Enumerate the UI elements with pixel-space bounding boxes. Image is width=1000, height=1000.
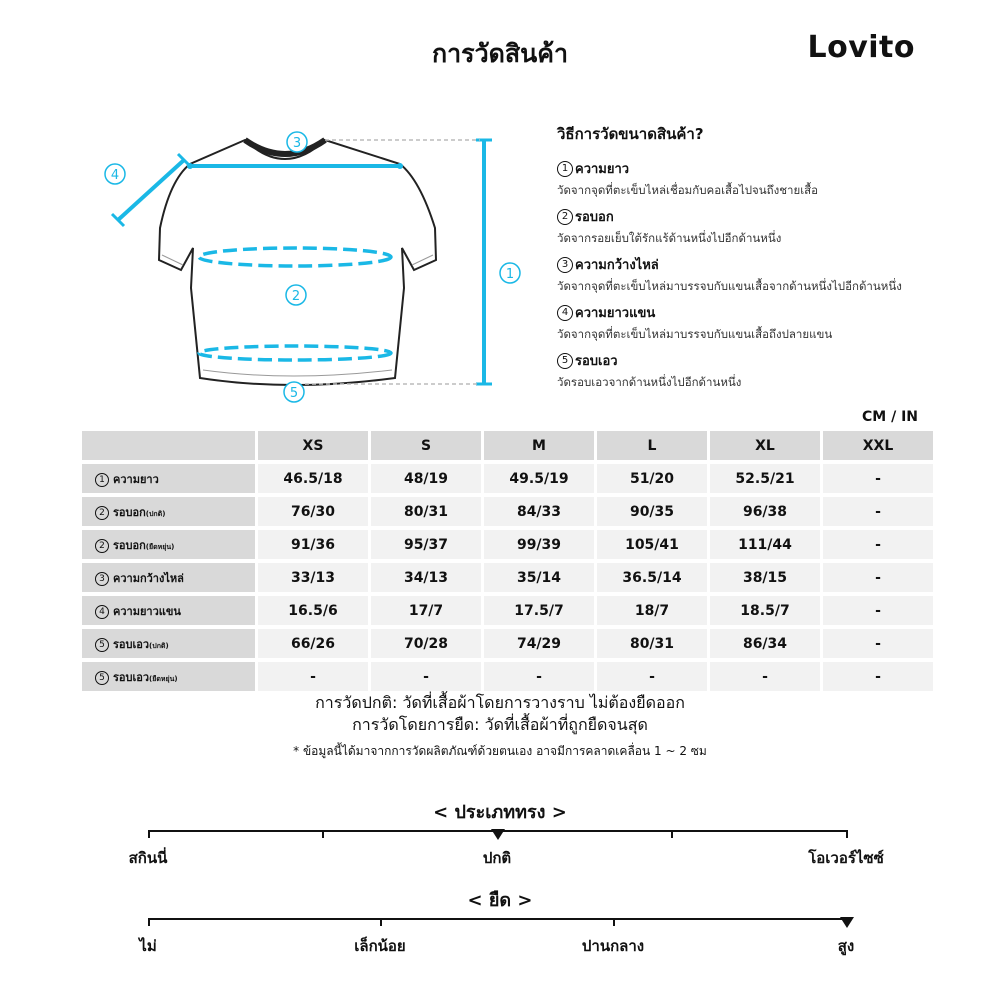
svg-text:4: 4 <box>110 168 120 183</box>
brand-logo: Lovito <box>807 30 915 65</box>
step-number: 3 <box>557 257 573 273</box>
step-title: ความยาว <box>575 162 630 177</box>
table-header-row <box>82 431 933 460</box>
step-description: วัดจากรอยเย็บใต้รักแร้ด้านหนึ่งไปอีกด้านหนึ่ง <box>557 231 782 245</box>
row-label: ความกว้างไหล่ <box>113 571 184 585</box>
table-cell: 70/28 <box>371 629 481 658</box>
marker-1 <box>500 263 520 283</box>
stretch-scale-title: < ยืด > <box>467 890 533 911</box>
row-sublabel: (ยืดหยุ่น) <box>149 674 178 683</box>
row-number: 5 <box>95 671 109 685</box>
svg-text:5: 5 <box>289 386 299 401</box>
table-row <box>82 563 933 592</box>
how-to-title: วิธีการวัดขนาดสินค้า? <box>557 125 704 143</box>
table-cell: 74/29 <box>484 629 594 658</box>
marker-3 <box>287 132 307 152</box>
stretch-scale-line <box>148 918 848 920</box>
scale-tick <box>613 918 615 926</box>
table-cell: 17/7 <box>371 596 481 625</box>
svg-text:2: 2 <box>291 289 301 304</box>
table-cell: - <box>484 662 594 691</box>
row-number: 1 <box>95 473 109 487</box>
row-header <box>82 629 255 658</box>
selected-marker-icon <box>491 829 505 840</box>
step-title: รอบอก <box>575 210 614 225</box>
table-cell: 16.5/6 <box>258 596 368 625</box>
column-header: XXL <box>823 431 933 460</box>
step-description: วัดจากจุดที่ตะเข็บไหล่มาบรรจบกับแขนเสื้อถึงปลายแขน <box>557 327 833 341</box>
table-cell: 35/14 <box>484 563 594 592</box>
row-sublabel: (ยืดหยุ่น) <box>145 542 175 551</box>
column-header: XS <box>258 431 368 460</box>
row-number: 2 <box>95 506 109 520</box>
scale-tick <box>671 830 673 838</box>
stretch-label-medium: ปานกลาง <box>581 937 645 955</box>
stretch-label-high: สูง <box>837 937 855 955</box>
table-cell: 95/37 <box>371 530 481 559</box>
step-description: วัดจากจุดที่ตะเข็บไหล่มาบรรจบกับแขนเสื้อจากด้านหนึ่งไปอีกด้านหนึ่ง <box>557 279 902 293</box>
stretch-label-slight: เล็กน้อย <box>354 937 406 955</box>
row-label: รอบอก <box>113 505 146 519</box>
table-row <box>82 662 933 691</box>
row-header <box>82 662 255 691</box>
table-row <box>82 596 933 625</box>
row-header <box>82 596 255 625</box>
table-cell: 99/39 <box>484 530 594 559</box>
table-row <box>82 464 933 493</box>
table-cell: - <box>258 662 368 691</box>
table-cell: - <box>823 530 933 559</box>
scale-tick <box>322 830 324 838</box>
row-sublabel: (ปกติ) <box>145 509 166 518</box>
step-description: วัดรอบเอวจากด้านหนึ่งไปอีกด้านหนึ่ง <box>557 375 742 389</box>
table-cell: 96/38 <box>710 497 820 526</box>
table-cell: - <box>823 497 933 526</box>
table-cell: 91/36 <box>258 530 368 559</box>
shirt-diagram <box>90 120 540 410</box>
row-header <box>82 563 255 592</box>
row-label: รอบเอว <box>113 670 150 684</box>
table-cell: 84/33 <box>484 497 594 526</box>
table-cell: 52.5/21 <box>710 464 820 493</box>
step-bust <box>557 206 977 248</box>
row-sublabel: (ปกติ) <box>149 641 169 650</box>
row-number: 5 <box>95 638 109 652</box>
scale-tick <box>148 830 150 838</box>
row-number: 4 <box>95 605 109 619</box>
table-cell: 90/35 <box>597 497 707 526</box>
column-header: XL <box>710 431 820 460</box>
marker-2 <box>286 285 306 305</box>
shirt-illustration <box>90 120 540 410</box>
table-cell: - <box>823 464 933 493</box>
table-cell: 48/19 <box>371 464 481 493</box>
stretch-label-none: ไม่ <box>139 937 157 955</box>
scale-tick <box>148 918 150 926</box>
size-table <box>79 427 936 695</box>
step-length <box>557 158 977 200</box>
step-waist <box>557 350 977 392</box>
table-row <box>82 629 933 658</box>
scale-tick <box>846 830 848 838</box>
table-cell: - <box>710 662 820 691</box>
row-number: 2 <box>95 539 109 553</box>
step-number: 4 <box>557 305 573 321</box>
table-cell: 49.5/19 <box>484 464 594 493</box>
step-title: รอบเอว <box>575 354 618 369</box>
table-cell: 105/41 <box>597 530 707 559</box>
row-label: รอบอก <box>113 538 146 552</box>
column-header: L <box>597 431 707 460</box>
row-label: ความยาวแขน <box>113 604 181 618</box>
row-label: ความยาว <box>113 472 159 486</box>
table-row <box>82 497 933 526</box>
selected-marker-icon <box>840 917 854 928</box>
table-cell: 51/20 <box>597 464 707 493</box>
table-corner-cell <box>82 431 255 460</box>
measurement-notes <box>0 692 1000 761</box>
unit-label: CM / IN <box>862 409 918 425</box>
note-normal: การวัดปกติ: วัดที่เสื้อผ้าโดยการวางราบ ไม่ต้องยืดออก <box>315 693 685 712</box>
step-number: 1 <box>557 161 573 177</box>
table-cell: 17.5/7 <box>484 596 594 625</box>
table-cell: 34/13 <box>371 563 481 592</box>
table-cell: - <box>597 662 707 691</box>
table-cell: 66/26 <box>258 629 368 658</box>
marker-4 <box>105 164 125 184</box>
scale-tick <box>380 918 382 926</box>
fit-label-regular: ปกติ <box>482 849 512 867</box>
fit-label-oversize: โอเวอร์ไซซ์ <box>808 849 884 867</box>
step-title: ความกว้างไหล่ <box>575 258 659 273</box>
how-to-measure <box>557 122 977 398</box>
column-header: M <box>484 431 594 460</box>
table-cell: 80/31 <box>371 497 481 526</box>
step-shoulder <box>557 254 977 296</box>
row-header <box>82 530 255 559</box>
table-cell: 36.5/14 <box>597 563 707 592</box>
note-disclaimer: * ข้อมูลนี้ได้มาจากการวัดผลิตภัณฑ์ด้วยตนเอง อาจมีการคลาดเคลื่อน 1 ~ 2 ซม <box>293 744 707 758</box>
step-sleeve <box>557 302 977 344</box>
marker-5 <box>284 382 304 402</box>
fit-label-skinny: สกินนี่ <box>128 849 168 867</box>
step-description: วัดจากจุดที่ตะเข็บไหล่เชื่อมกับคอเสื้อไปจนถึงชายเสื้อ <box>557 183 819 197</box>
step-title: ความยาวแขน <box>575 306 656 321</box>
note-stretched: การวัดโดยการยืด: วัดที่เสื้อผ้าที่ถูกยืดจนสุด <box>352 715 648 734</box>
table-cell: 46.5/18 <box>258 464 368 493</box>
table-cell: 86/34 <box>710 629 820 658</box>
row-label: รอบเอว <box>113 637 150 651</box>
table-cell: 76/30 <box>258 497 368 526</box>
table-cell: - <box>823 629 933 658</box>
table-row <box>82 530 933 559</box>
step-number: 5 <box>557 353 573 369</box>
table-cell: 18/7 <box>597 596 707 625</box>
fit-scale-title: < ประเภททรง > <box>433 802 567 823</box>
table-cell: - <box>823 662 933 691</box>
column-header: S <box>371 431 481 460</box>
row-number: 3 <box>95 572 109 586</box>
step-number: 2 <box>557 209 573 225</box>
svg-text:1: 1 <box>505 267 515 282</box>
table-cell: - <box>371 662 481 691</box>
table-cell: 111/44 <box>710 530 820 559</box>
table-cell: - <box>823 563 933 592</box>
table-cell: - <box>823 596 933 625</box>
table-cell: 80/31 <box>597 629 707 658</box>
svg-text:3: 3 <box>292 136 302 151</box>
table-cell: 38/15 <box>710 563 820 592</box>
row-header <box>82 497 255 526</box>
page-title: การวัดสินค้า <box>432 39 568 68</box>
table-cell: 33/13 <box>258 563 368 592</box>
table-cell: 18.5/7 <box>710 596 820 625</box>
row-header <box>82 464 255 493</box>
